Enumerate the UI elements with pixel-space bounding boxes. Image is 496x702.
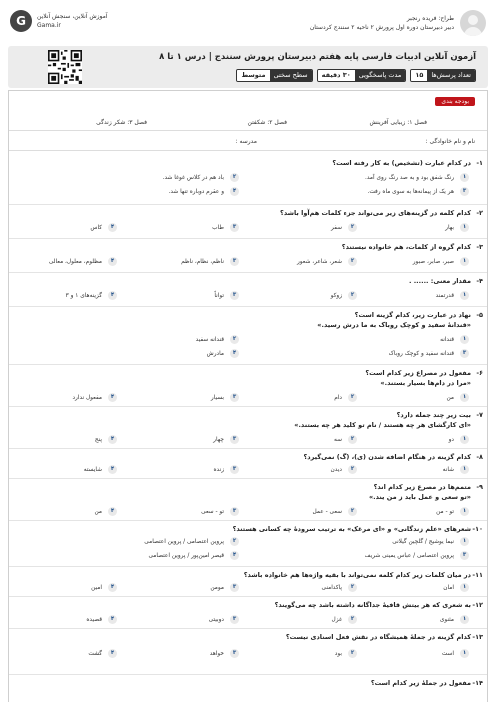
question-12: ۱۲- به شعری که هر بیتش قافیهٔ جداگانه داشته باشد چه می‌گویند؟ ۱ مثنوی ۲ غزل ۳ دوبیتی ۴ قصیده <box>9 597 487 629</box>
option[interactable]: ۱ صبر، صابر، صبور <box>413 257 469 266</box>
option[interactable]: ۴ مظلوم، معلول، معالی <box>49 257 117 266</box>
question-5: ۵- نهاد در عبارت زیر، کدام گزینه است؟ «قندانهٔ سفید و کوچک روباک به ما درش رسید.» ۱ قندانه ۲ قندانه سفید ۳ قندانه سفید و کوچک روباک ۴ مادرش <box>9 307 487 365</box>
option[interactable]: ۴ و عقرم دوباره تنها شد. <box>169 187 240 196</box>
question-text: به شعری که هر بیتش قافیهٔ جداگانه داشته باشد چه می‌گویند؟ <box>274 601 471 609</box>
topics-row <box>9 113 487 131</box>
question-1: ۱- در کدام عبارت (تشخیص) به کار رفته است؟ ۱ رنگ شفق بود و به صد رنگ روی آمد. ۲ باد هم در کلاس غوغا شد. ۳ هر یک از پیمانه‌ها به سوی ماه رفت. ۴ و عقرم دوباره تنها شد. <box>9 155 487 205</box>
question-text: کدام گروه از کلمات، هم خانواده نیستند؟ <box>341 243 471 251</box>
option[interactable]: ۴ گزینه‌های ۱ و ۳ <box>66 291 117 300</box>
author-description: دبیر دبیرستان دوره اول پرورش ۲ ناحیه ۲ سنندج کردستان <box>309 24 454 31</box>
question-text: در کدام عبارت (تشخیص) به کار رفته است؟ <box>332 159 471 167</box>
badge-duration: مدت پاسخگویی ۳۰ دقیقه <box>317 69 407 82</box>
avatar <box>460 10 486 36</box>
option[interactable]: ۳ پروین اعتصامی / عباس یمینی شریف <box>365 551 469 560</box>
exam-badges <box>236 69 476 82</box>
budget-tag: بودجه بندی <box>435 97 475 106</box>
exam-sheet <box>8 90 488 702</box>
question-text: نهاد در عبارت زیر، کدام گزینه است؟ <box>354 311 471 319</box>
question-14: ۱۴- مفعول در جملهٔ زیر کدام است؟ <box>370 679 483 687</box>
option[interactable]: ۳ دوبیتی <box>209 615 239 624</box>
question-text: در میان کلمات زیر کدام کلمه نمی‌تواند با بقیه واژه‌ها هم خانواده باشد؟ <box>243 571 471 579</box>
question-8: ۸- کدام گزینه در هنگام اضافه شدن (ی)، (گ) نمی‌گیرد؟ ۱ شانه ۲ دیدن ۳ زنده ۴ شایسته <box>9 449 487 479</box>
student-info-row <box>9 131 487 151</box>
question-9: ۹- متمم‌ها در مصرع زیر کدام اند؟ «تو سعی و عمل باید ز من یند.» ۱ تو - من ۲ سعی - عمل ۳ تو - سعی ۴ من <box>9 479 487 521</box>
option[interactable]: ۳ تواناً <box>214 291 239 300</box>
topic-2: فصل ۲: شکفتن <box>247 119 287 126</box>
question-text: بیت زیر چند جمله دارد؟ <box>396 411 471 419</box>
option[interactable]: ۱ من <box>446 393 469 402</box>
topic-1: فصل ۱: زیبایی آفرینش <box>369 119 427 126</box>
option[interactable]: ۴ مادرش <box>207 349 239 358</box>
question-text: مفعول در جملهٔ زیر کدام است؟ <box>370 679 471 687</box>
brand[interactable] <box>10 10 108 32</box>
question-text: کدام گزینه در هنگام اضافه شدن (ی)، (گ) نمی‌گیرد؟ <box>303 453 471 461</box>
option[interactable]: ۲ قندانه سفید <box>196 335 239 344</box>
option[interactable]: ۲ سعی - عمل <box>313 507 357 516</box>
option[interactable]: ۲ باد هم در کلاس غوغا شد. <box>163 173 239 182</box>
question-2: ۲- کدام کلمه در گزینه‌های زیر می‌تواند جزء کلمات هم‌آوا باشد؟ ۱ بهار ۲ سفر ۳ طاب ۴ کاس <box>9 205 487 239</box>
option[interactable]: ۲ دام <box>334 393 357 402</box>
option[interactable]: ۴ گشت <box>88 649 117 658</box>
question-3: ۳- کدام گروه از کلمات، هم خانواده نیستند؟ ۱ صبر، صابر، صبور ۲ شعر، شاعر، شعور ۳ ناظم، نظام، ناظم ۴ مظلوم، معلول، معالی <box>9 239 487 273</box>
option[interactable]: ۳ مومن <box>210 583 239 592</box>
option[interactable]: ۱ امان <box>443 583 469 592</box>
option[interactable]: ۴ امین <box>91 583 117 592</box>
option[interactable]: ۱ است <box>442 649 469 658</box>
question-text: کدام گزینه در جملهٔ همیشگاه در نقش فعل اسنادی نیست؟ <box>285 633 471 641</box>
question-quote: «مرا در دام‌ها بسیار بستند.» <box>380 379 471 387</box>
option[interactable]: ۲ شعر، شاعر، شعور <box>297 257 357 266</box>
question-11: ۱۱- در میان کلمات زیر کدام کلمه نمی‌تواند با بقیه واژه‌ها هم خانواده باشد؟ ۱ امان ۲ پاکدامنی ۳ مومن ۴ امین <box>9 567 487 597</box>
option[interactable]: ۲ سه <box>334 435 357 444</box>
question-text: شعرهای «علم زندگانی» و «ای مرغک» به ترتیب سرودهٔ چه کسانی هستند؟ <box>232 525 471 533</box>
option[interactable]: ۱ رنگ شفق بود و به صد رنگ روی آمد. <box>365 173 469 182</box>
badge-question-count: تعداد پرسش‌ها ۱۵ <box>410 69 476 82</box>
option[interactable]: ۴ شایسته <box>84 465 117 474</box>
gama-logo-icon: G <box>10 10 32 32</box>
option[interactable]: ۳ خواهد <box>210 649 239 658</box>
option[interactable]: ۲ سفر <box>331 223 357 232</box>
option[interactable]: ۳ زنده <box>214 465 240 474</box>
question-text: مقدار معنی: ...... . <box>408 277 471 285</box>
question-quote: «تو سعی و عمل باید ز من یند.» <box>368 493 471 501</box>
option[interactable]: ۳ ناظم، نظام، ناظم <box>181 257 239 266</box>
question-quote: «قندانهٔ سفید و کوچک روباک به ما درش رسید.» <box>317 321 471 329</box>
topic-3: فصل ۳: شکر زندگی <box>96 119 147 126</box>
option[interactable]: ۲ پروین اعتصامی / پروین اعتصامی <box>144 537 239 546</box>
option[interactable]: ۲ پاکدامنی <box>322 583 357 592</box>
exam-banner <box>8 46 488 88</box>
option[interactable]: ۴ پنج <box>95 435 117 444</box>
option[interactable]: ۱ بهار <box>445 223 469 232</box>
option[interactable]: ۲ دیدن <box>331 465 358 474</box>
option[interactable]: ۴ قیصر امین‌پور / پروین اعتصامی <box>148 551 239 560</box>
option[interactable]: ۲ غزل <box>332 615 357 624</box>
question-6: ۶- مفعول در مصراع زیر کدام است؟ «مرا در دام‌ها بسیار بستند.» ۱ من ۲ دام ۳ بسیار ۴ مفعول ندارد <box>9 365 487 407</box>
option[interactable]: ۲ بود <box>335 649 357 658</box>
option[interactable]: ۳ تو - سعی <box>201 507 239 516</box>
question-13: ۱۳- کدام گزینه در جملهٔ همیشگاه در نقش فعل اسنادی نیست؟ ۱ است ۲ بود ۳ خواهد ۴ گشت <box>9 629 487 675</box>
school-label[interactable]: مدرسه : <box>235 138 257 145</box>
question-quote: «ای کارگشای هر چه هستند / نام تو کلید هر چه بستند.» <box>294 421 471 429</box>
question-4: ۴- مقدار معنی: ...... . ۱ قدرتمند ۲ زوکو ۳ تواناً ۴ گزینه‌های ۱ و ۳ <box>9 273 487 307</box>
option[interactable]: ۳ بسیار <box>211 393 239 402</box>
question-text: مفعول در مصراع زیر کدام است؟ <box>365 369 471 377</box>
option[interactable]: ۳ هر یک از پیمانه‌ها به سوی ماه رفت. <box>367 187 469 196</box>
page-header <box>0 0 496 46</box>
option[interactable]: ۴ قصیده <box>86 615 117 624</box>
option[interactable]: ۴ مفعول ندارد <box>72 393 117 402</box>
option[interactable]: ۳ قندانه سفید و کوچک روباک <box>389 349 469 358</box>
question-7: ۷- بیت زیر چند جمله دارد؟ «ای کارگشای هر چه هستند / نام تو کلید هر چه بستند.» ۱ دو ۲ سه ۳ چهار ۴ پنج <box>9 407 487 449</box>
exam-title: آزمون آنلاین ادبیات فارسی پایه هفتم دبیرستان پرورش سنندج | درس ۱ تا ۸ <box>159 52 476 62</box>
question-text: کدام کلمه در گزینه‌های زیر می‌تواند جزء کلمات هم‌آوا باشد؟ <box>280 209 471 217</box>
author-name: طراح: فریده رنجبر <box>406 15 454 22</box>
author-info <box>310 10 486 36</box>
option[interactable]: ۲ زوکو <box>331 291 357 300</box>
qr-code-icon[interactable] <box>48 50 82 84</box>
option[interactable]: ۱ نیما یوشیج / گلچین گیلانی <box>392 537 469 546</box>
question-text: متمم‌ها در مصرع زیر کدام اند؟ <box>373 483 471 491</box>
option[interactable]: ۱ شانه <box>443 465 469 474</box>
option[interactable]: ۴ من <box>94 507 117 516</box>
brand-name: آموزش آنلاین، سنجش آنلاین <box>37 13 108 20</box>
option[interactable]: ۱ مثنوی <box>440 615 469 624</box>
name-label[interactable]: نام و نام خانوادگی : <box>425 138 475 145</box>
badge-difficulty: سطح سختی متوسط <box>236 69 312 82</box>
brand-site: Gama.ir <box>37 22 61 29</box>
option[interactable]: ۴ کاس <box>90 223 117 232</box>
option[interactable]: ۱ قندانه <box>440 335 469 344</box>
option[interactable]: ۱ دو <box>449 435 469 444</box>
question-10: ۱۰- شعرهای «علم زندگانی» و «ای مرغک» به ترتیب سرودهٔ چه کسانی هستند؟ ۱ نیما یوشیج / گلچین گیلانی ۲ پروین اعتصامی / پروین اعتصامی ۳ پروین اعتصامی / عباس یمینی شریف ۴ قیصر امین‌پور / پروین اعتصامی <box>9 521 487 567</box>
option[interactable]: ۱ تو - من <box>436 507 469 516</box>
option[interactable]: ۱ قدرتمند <box>436 291 469 300</box>
option[interactable]: ۳ طاب <box>212 223 239 232</box>
option[interactable]: ۳ چهار <box>213 435 239 444</box>
